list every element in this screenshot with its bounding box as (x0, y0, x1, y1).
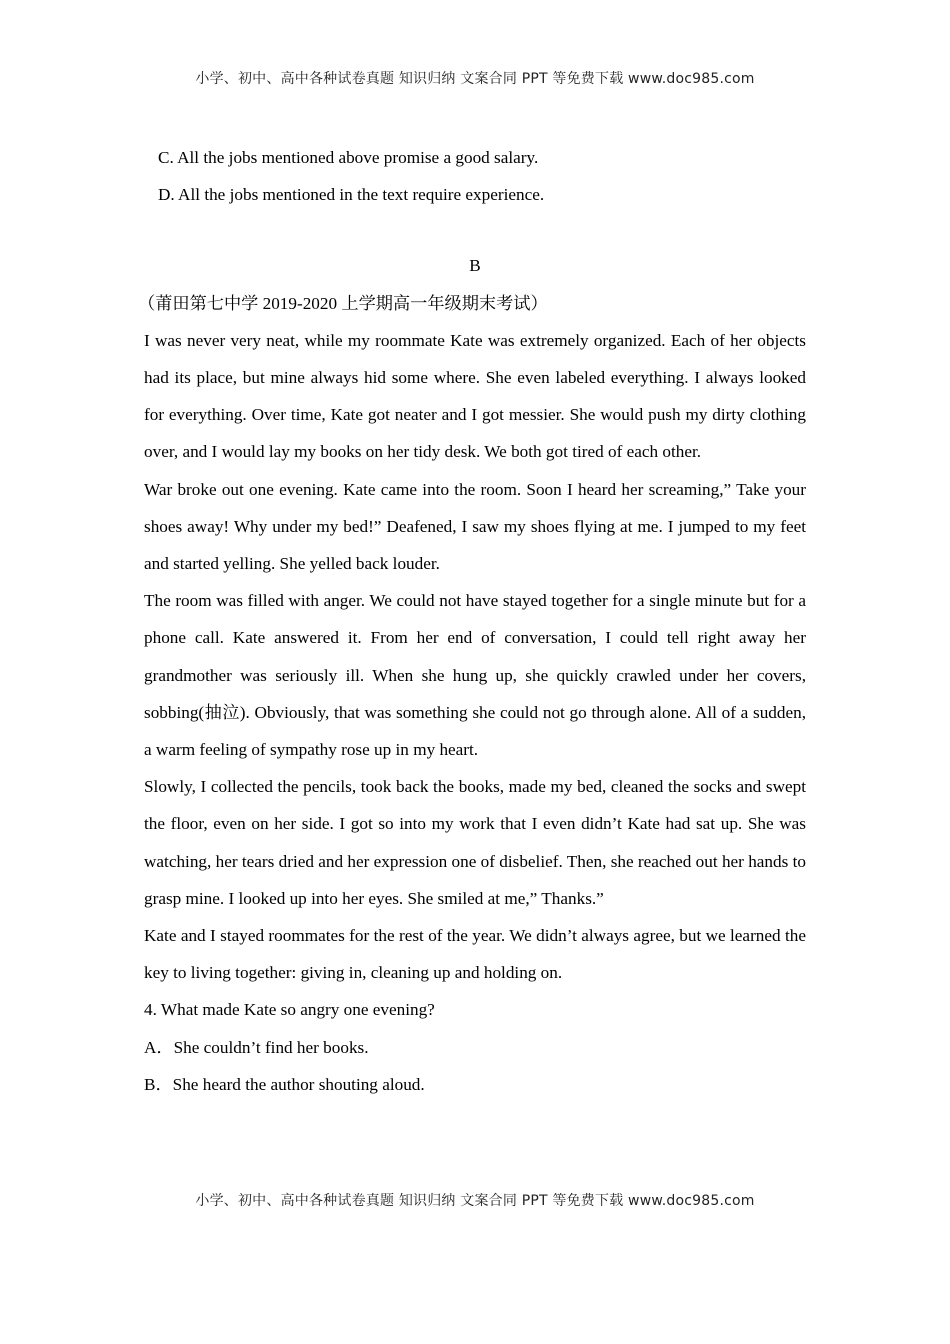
previous-option-c: C. All the jobs mentioned above promise a good salary. (158, 148, 539, 167)
passage-paragraph-4: Slowly, I collected the pencils, took back the books, made my bed, cleaned the socks and swept the floor, even on her side. I got so into my work that I even didn’t Kate had sat up. She was watching, her tears dried and her expression one of disbelief. Then, she reached out her hands to grasp mine. I looked up into her eyes. She smiled at me,” Thanks.” (144, 777, 806, 908)
document-body (138, 139, 806, 1103)
passage-paragraph-5: Kate and I stayed roommates for the rest of the year. We didn’t always agree, but we learned the key to living together: giving in, cleaning up and holding on. (144, 926, 806, 983)
question-4-option-a: A．She couldn’t find her books. (144, 1037, 369, 1057)
previous-option-d: D. All the jobs mentioned in the text require experience. (158, 185, 545, 205)
passage-paragraph-1: I was never very neat, while my roommate Kate was extremely organized. Each of her objects had its place, but mine always hid some where. She even labeled everything. I always looked for everything. Over time, Kate got neater and I got messier. She would push my dirty clothing over, and I would lay my books on her tidy desk. We both got tired of each other. (144, 330, 806, 462)
section-title: B (469, 256, 481, 276)
page-footer: 小学、初中、高中各种试卷真题 知识归纳 文案合同 PPT 等免费下载 www.doc985.com (195, 1193, 755, 1209)
page-header: 小学、初中、高中各种试卷真题 知识归纳 文案合同 PPT 等免费下载 www.doc985.com (195, 71, 755, 87)
question-4: 4. What made Kate so angry one evening? (144, 1000, 435, 1020)
question-4-option-b: B．She heard the author shouting aloud. (144, 1074, 425, 1094)
passage-paragraph-2: War broke out one evening. Kate came into the room. Soon I heard her screaming,” Take your shoes away! Why under my bed!” Deafened, I saw my shoes flying at me. I jumped to my feet and started yelling. She yelled back louder. (144, 479, 806, 574)
section-source: （莆田第七中学 2019-2020 上学期高一年级期末考试） (138, 293, 548, 313)
passage-paragraph-3: The room was filled with anger. We could not have stayed together for a single minute but for a phone call. Kate answered it. From her end of conversation, I could tell right away her grandmother was seriously ill. When she hung up, she quickly crawled under her covers, sobbing(抽泣). Obviously, that was something she could not go through alone. All of a sudden, a warm feeling of sympathy rose up in my heart. (144, 591, 806, 760)
